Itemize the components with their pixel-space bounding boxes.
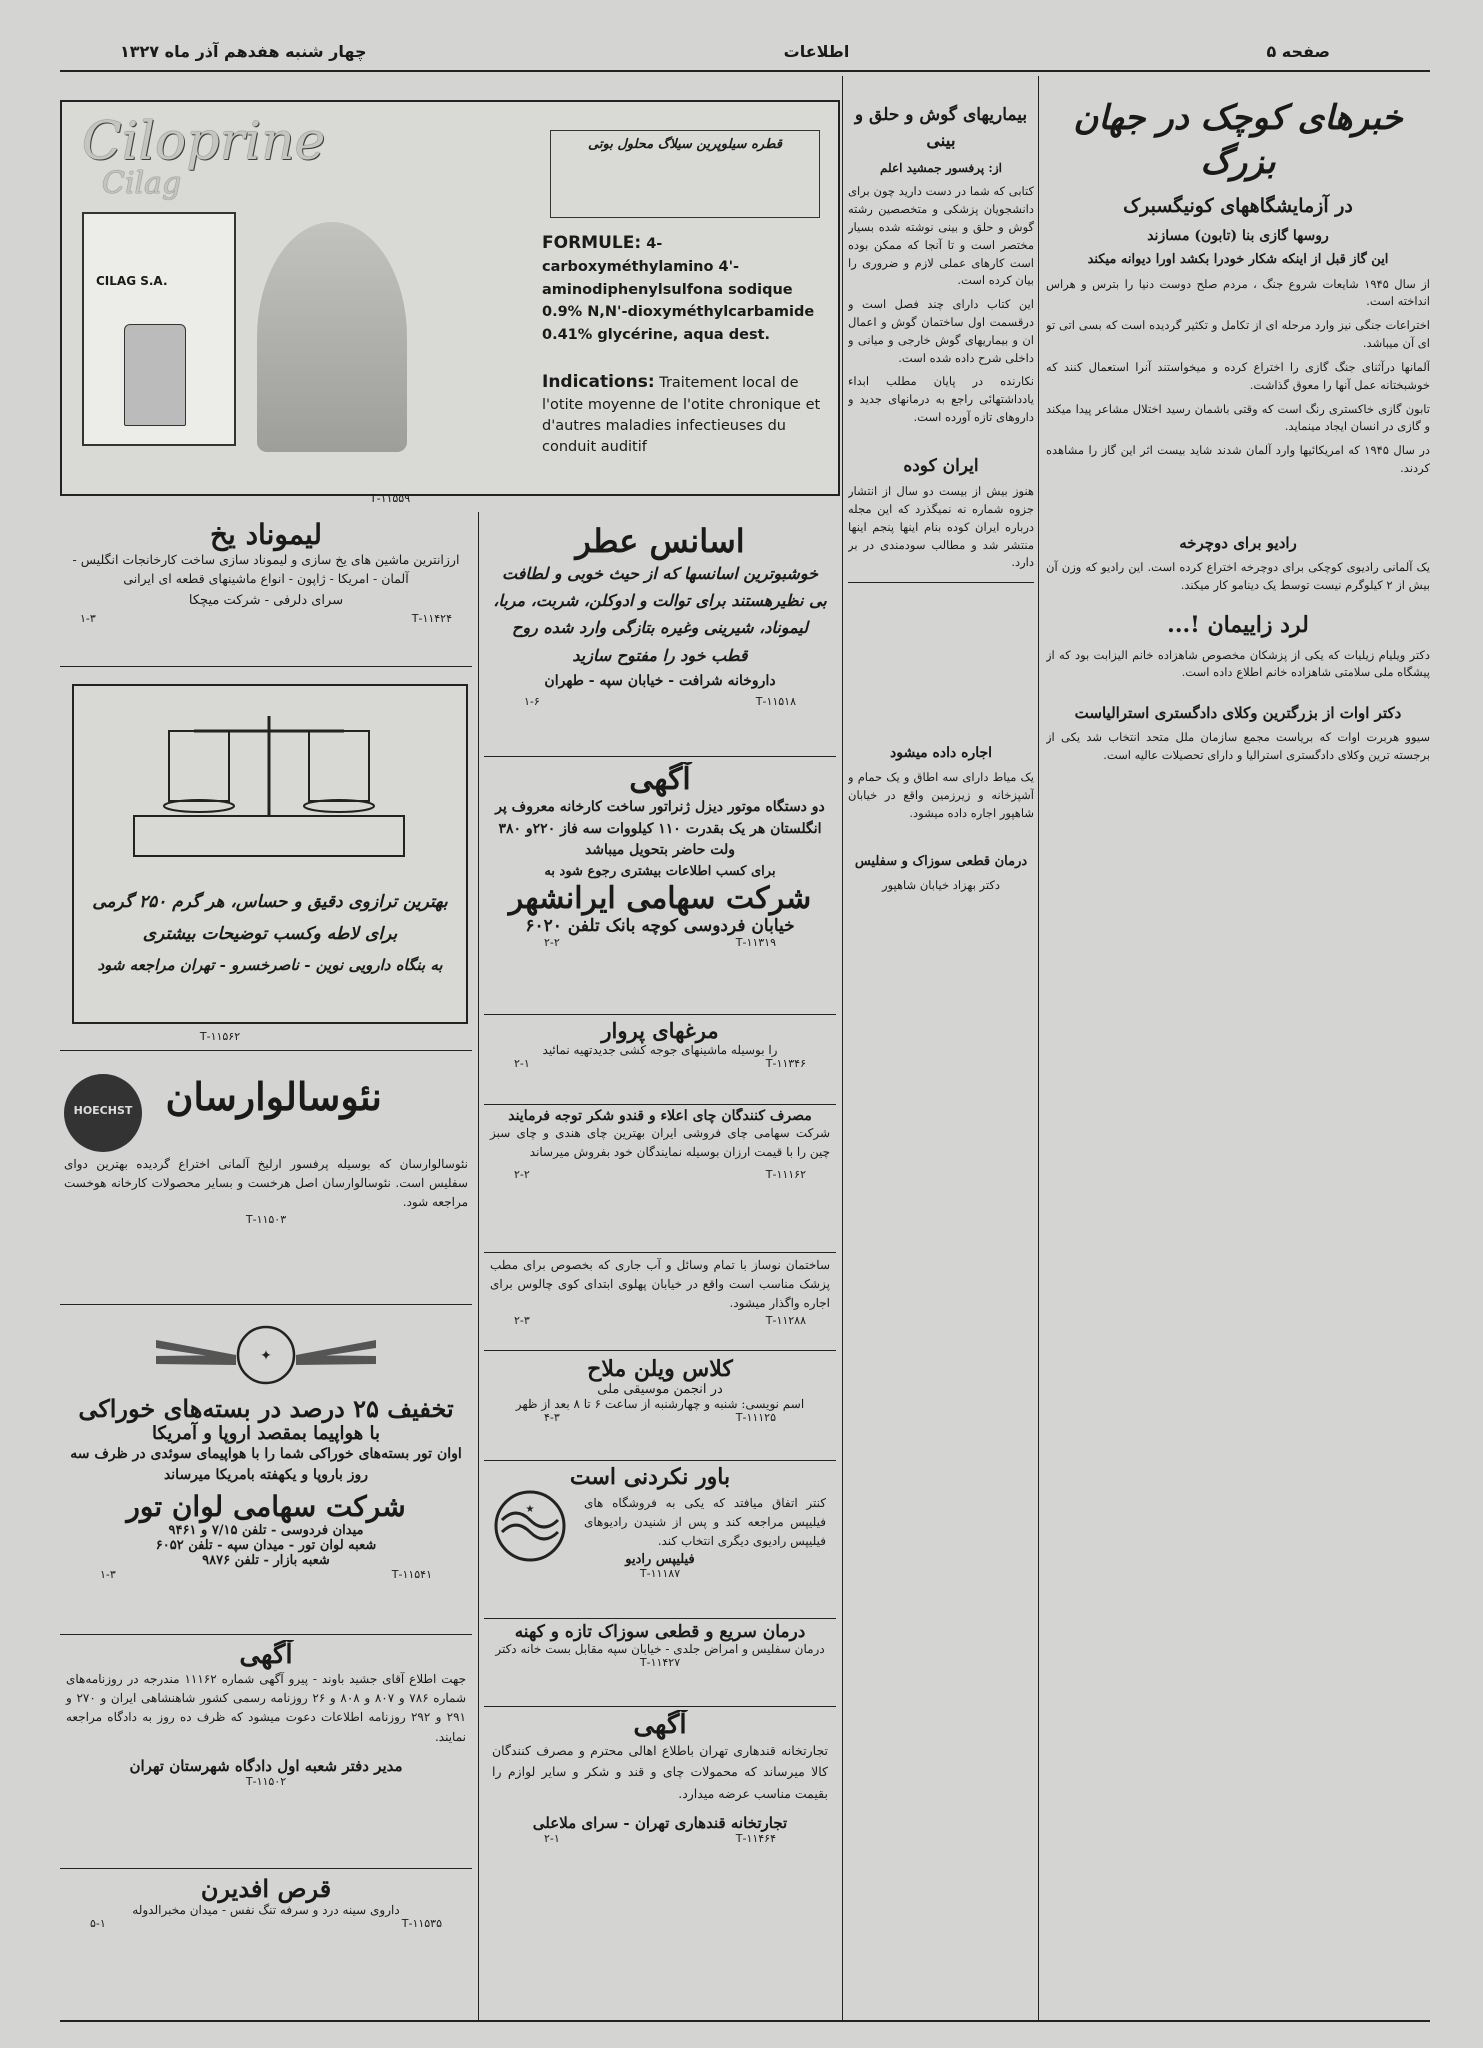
footer-rule xyxy=(60,2020,1430,2022)
lemonade-text: ارزانترین ماشین های یخ سازی و لیموناد سازی ساخت کارخانجات انگلیس - آلمان - امریکا - ژاپون - انواع ماشینهای قطعه ای ایرانی xyxy=(72,552,460,586)
news-paragraph: اختراعات جنگی نیز وارد مرحله ای از تکامل و تکثیر گردیده است که بسی اتی تو ای آن میباشد. xyxy=(1046,318,1430,351)
scale-icon xyxy=(74,686,466,876)
divider xyxy=(484,1350,836,1351)
tea-text: شرکت سهامی چای فروشی ایران بهترین چای هندی و چای سبز چین را با قیمت ارزان بوسیله نمایندگان خود بفروش میرساند xyxy=(490,1126,830,1160)
ad-code: ۱۱۴۲۴-T xyxy=(411,611,452,625)
scale-ad xyxy=(72,684,468,1024)
lavantour-ad xyxy=(60,1310,472,1630)
iran-kode-text: هنوز بیش از بیست دو سال از انتشار جزوه شماره نه نمیگذرد که این مجله درباره ایران کوده بنام اینها پنجم اینها منتشر شد و مطالب سودمندی در بر دارد. xyxy=(848,484,1034,570)
afdirin-title: قرص افدیرن xyxy=(200,1874,332,1903)
court-notice-ad xyxy=(60,1640,472,1864)
ad-code: ۱۱۵۳۵-T xyxy=(401,1917,442,1930)
winged-logo-icon xyxy=(136,1320,396,1390)
product-box-illustration xyxy=(82,212,236,446)
column-divider xyxy=(842,76,843,2021)
news-column xyxy=(1046,80,1430,2020)
ad-code: ۱۱۱۸۷-T xyxy=(639,1566,681,1580)
ad-code: ۱۱۴۶۴-T xyxy=(735,1831,776,1845)
divider xyxy=(484,756,836,757)
ad-run: ۱-۳ xyxy=(80,611,96,625)
ad-run: ۲-۱ xyxy=(514,1057,530,1070)
page-number: صفحه ۵ xyxy=(1266,41,1330,61)
company-label: CILAG S.A. xyxy=(96,274,168,288)
ad-code: ۱۱۵۶۲-T xyxy=(199,1030,241,1043)
australia-title: دکتر اوات از بزرگترین وکلای دادگستری استرالیاست xyxy=(1074,704,1402,723)
book-paragraph: کتابی که شما در دست دارید چون برای دانشجویان پزشکی و متخصصین رشته گوش و حلق و بینی نوشته شده بسیار مختصر است و تا آنجا که ممکن بوده است کارهای عملی لازم و ضروری را بیان کرده است. xyxy=(848,184,1034,288)
building-ad xyxy=(484,1256,836,1346)
ad-code: ۱۱۵۰۳-T xyxy=(245,1212,287,1226)
poultry-title: مرغهای پروار xyxy=(601,1018,719,1043)
formula-text: 4-carboxyméthylamino 4'-aminodiphenylsulfona sodique 0.9% N,N'-dioxyméthylcarbamide 0.41% glycérine, aqua dest. xyxy=(542,236,815,343)
divider xyxy=(484,1706,836,1707)
essence-text: خوشبوترین اسانسها که از حیث خوبی و لطافت بی نظیرهستند برای توالت و ادوکلن، شربت، مربا، لیموناد، شیرینی وغیره بتازگی وارد شده روح قطب خود را مفتوح سازید xyxy=(493,564,827,665)
ad-code: ۱۱۱۲۵-T xyxy=(735,1411,776,1424)
hoechst-text: نئوسالوارسان که بوسیله پرفسور ارلیخ آلمانی اختراع گردیده بهترین دوای سفلیس است. نئوسالوارسان اصل هرخست و بسایر محصولات کارخانه هوخست مراجعه شود. xyxy=(64,1157,468,1210)
divider xyxy=(60,1304,472,1305)
ad-code: ۱۱۵۴۱-T xyxy=(391,1568,432,1581)
lemonade-ad xyxy=(60,512,472,662)
philips-brand: فیلیپس رادیو xyxy=(625,1551,695,1567)
violin-class-ad xyxy=(484,1356,836,1456)
treatment-ad xyxy=(484,1622,836,1702)
philips-ad xyxy=(484,1464,836,1614)
column-divider xyxy=(1038,76,1039,2021)
ciloprine-ad xyxy=(60,100,840,496)
ad-code: ۱۱۵۰۲-T xyxy=(245,1774,287,1788)
generator-ad xyxy=(484,762,836,1012)
building-text: ساختمان نوساز با تمام وسائل و آب جاری که بخصوص برای مطب پزشک مناسب است واقع در خیابان پهلوی ابتدای کوی چالوس برای اجاره واگذار میشود. xyxy=(490,1258,830,1311)
scale-line1: بهترین ترازوی دقیق و حساس، هر گرم ۲۵۰ گرمی xyxy=(92,892,448,912)
violin-sub: در انجمن موسیقی ملی xyxy=(597,1382,723,1397)
treatment-ad-text: درمان سفلیس و امراض جلدی - خیابان سپه مقابل بست خانه دکتر xyxy=(495,1642,825,1656)
ad-run: ۱-۶ xyxy=(524,694,540,708)
news-paragraph: تابون گازی خاکستری رنگ است که وقتی باشمان رسید اختلال مشاعر پیدا میکند و گازی در انسان ایجاد مینماید. xyxy=(1046,401,1430,434)
ad-run: ۲-۱ xyxy=(544,1831,560,1845)
persian-caption: قطره سیلوپرین سیلاگ محلول بوتی xyxy=(550,130,820,218)
lord-title: لرد زاییمان !... xyxy=(1167,612,1309,639)
generator-address: خیابان فردوسی کوچه بانک تلفن ۶۰۲۰ xyxy=(525,916,795,937)
tea-title: مصرف کنندگان چای اعلاء و قندو شکر توجه فرمایند xyxy=(508,1108,812,1124)
generator-contact: برای کسب اطلاعات بیشتری رجوع شود به xyxy=(544,864,776,880)
merchant-sign: تجارتخانه قندهاری تهران - سرای ملاعلی xyxy=(532,1813,788,1832)
philips-logo-icon xyxy=(490,1486,570,1566)
hoechst-ad xyxy=(60,1060,472,1300)
news-subtitle: در آزمایشگاههای کونیگسبرک xyxy=(1123,195,1353,218)
ad-code: ۱۱۵۱۸-T xyxy=(755,694,796,708)
svg-text:✦: ✦ xyxy=(260,1348,272,1364)
woman-illustration xyxy=(257,222,407,452)
lavantour-company: شرکت سهامی لوان تور xyxy=(126,1490,406,1523)
news-lead: این گاز قبل از اینکه شکار خودرا بکشد اورا دیوانه میکند xyxy=(1087,251,1389,267)
ad-run: ۲-۲ xyxy=(514,1168,530,1182)
news-paragraph: آلمانها درآثنای جنگ گازی را اختراع کرده و میخواستند آنرا استعمال کنند که خوشبختانه عمل آنها را معوق گذاشت. xyxy=(1046,359,1430,392)
ad-code: ۱۱۵۵۹-T xyxy=(369,492,411,505)
indications-text: Traitement local de l'otite moyenne de l'otite chronique et d'autres maladies infectieuses du conduit auditif xyxy=(542,375,821,455)
ad-code: ۱۱۳۴۶-T xyxy=(765,1057,806,1070)
divider xyxy=(484,1014,836,1015)
radio-title: رادیو برای دوچرخه xyxy=(1179,533,1297,552)
newspaper-name: اطلاعات xyxy=(783,41,850,61)
tea-ad xyxy=(484,1108,836,1248)
divider xyxy=(60,1050,472,1051)
lavantour-address: میدان فردوسی - تلفن ۷/۱۵ و ۹۴۶۱ xyxy=(168,1523,364,1538)
news-heading: روسها گازی بنا (تابون) مسازند xyxy=(1147,227,1329,244)
lavantour-title: تخفیف ۲۵ درصد در بسته‌های خوراکی xyxy=(78,1394,454,1423)
ad-code: ۱۱۳۱۹-T xyxy=(735,936,776,950)
australia-text: سیوو هربرت اوات که بریاست مجمع سازمان ملل متحد انتخاب شد یکی از برجسته ترین وکلای دادگستری استرالیا و دارای تحصیلات عالیه است. xyxy=(1046,730,1430,763)
bottle-icon xyxy=(124,324,186,426)
generator-text: دو دستگاه موتور دیزل ژنراتور ساخت کارخانه معروف پر انگلستان هر یک بقدرت ۱۱۰ کیلووات سه فاز ۲۲۰و ۳۸۰ ولت حاضر بتحویل میباشد xyxy=(495,799,825,859)
news-title: خبرهای کوچک در جهان بزرگ xyxy=(1073,98,1403,183)
philips-text: کنتر اتفاق میافتد که یکی به فروشگاه های فیلیپس مراجعه کند و پس از شنیدن رادیوهای فیلیپس رادیوی دیگری انتخاب کند. xyxy=(584,1496,826,1549)
lemonade-title: لیموناد یخ xyxy=(209,518,323,551)
page-header xyxy=(120,36,1330,66)
merchant-title: آگهی xyxy=(633,1710,687,1740)
lavantour-text: اوان تور بسته‌های خوراکی شما را با هواپیمای سوئدی در ظرف سه روز باروپا و یکهفته بامریکا میرساند xyxy=(70,1446,462,1483)
lavantour-address: شعبه لوان تور - میدان سپه - تلفن ۶۰۵۲ xyxy=(155,1538,377,1553)
indications-block xyxy=(542,370,832,458)
divider xyxy=(484,1104,836,1105)
scale-line3: به بنگاه دارویی نوین - ناصرخسرو - تهران مراجعه شود xyxy=(97,955,443,974)
divider xyxy=(60,1634,472,1635)
divider xyxy=(848,582,1034,583)
philips-title: باور نکردنی است xyxy=(569,1464,731,1490)
violin-title: کلاس ویلن ملاح xyxy=(587,1356,733,1382)
formula-label: FORMULE: xyxy=(542,233,642,253)
lord-text: دکتر ویلیام زیلیات که یکی از پزشکان مخصوص شاهزاده خانم الیزابت بود که از پیشگاه ملی سلامتی شاهزاده خانم اطلاع داده است. xyxy=(1046,647,1430,680)
court-notice-text: جهت اطلاع آقای جشید باوند - پیرو آگهی شماره ۱۱۱۶۲ مندرجه در روزنامه‌های شماره ۷۸۶ و ۸۰۷ و ۸۰۸ و ۲۶ روزنامه رسمی کشور شاهنشاهی ایران و ۲۷۰ و ۲۹۱ و ۲۹۲ روزنامه اطلاعات دعوت میشود که ظرف ده روز به دادگاه مراجعه نمایند. xyxy=(66,1672,467,1744)
lavantour-address: شعبه بازار - تلفن ۹۸۷۶ xyxy=(202,1553,330,1568)
essence-title: اسانس عطر xyxy=(575,522,745,560)
rent-title: اجاره داده میشود xyxy=(889,745,993,762)
rent-text: یک میاط دارای سه اطاق و یک حمام و آشپزخانه و زیرزمین واقع در خیابان شاهپور اجاره داده میشود. xyxy=(848,769,1034,820)
treatment-text: دکتر بهزاد خیابان شاهپور xyxy=(882,877,1000,892)
formula-block xyxy=(542,230,832,346)
afdirin-text: داروی سینه درد و سرفه تنگ نفس - میدان مخبرالدوله xyxy=(132,1903,400,1917)
generator-title: آگهی xyxy=(629,762,691,797)
iran-kode-title: ایران کوده xyxy=(903,455,979,476)
divider xyxy=(60,1868,472,1869)
issue-date: چهار شنبه هفدهم آذر ماه ۱۳۲۷ xyxy=(120,41,367,61)
poultry-text: را بوسیله ماشینهای جوجه کشی جدیدتهیه نمائید xyxy=(542,1043,778,1057)
scale-line2: برای لاطه وکسب توضیحات بیشتری xyxy=(142,924,398,945)
divider xyxy=(484,1460,836,1461)
hoechst-brand: HOECHST xyxy=(73,1104,133,1117)
header-rule xyxy=(60,70,1430,72)
ad-run: ۲-۲ xyxy=(544,936,560,950)
svg-text:★: ★ xyxy=(525,1504,535,1515)
ad-run: ۲-۳ xyxy=(514,1313,530,1327)
book-title: بیماریهای گوش و حلق و بینی xyxy=(854,105,1028,152)
lavantour-sub: با هواپیما بمقصد اروپا و آمریکا xyxy=(151,1423,381,1444)
court-notice-title: آگهی xyxy=(239,1640,293,1670)
news-paragraph: از سال ۱۹۴۵ شایعات شروع جنگ ، مردم صلح دوست دنیا را بترس و هراس انداخته است. xyxy=(1046,276,1430,309)
essence-address: داروخانه شرافت - خیابان سپه - طهران xyxy=(544,672,776,689)
court-notice-sign: مدیر دفتر شعبه اول دادگاه شهرستان تهران xyxy=(129,1756,403,1775)
book-author: از: پرفسور جمشید اعلم xyxy=(880,160,1002,175)
brand-sub: Cilag xyxy=(102,166,182,201)
lemonade-contact: سرای دلرفی - شرکت میچکا xyxy=(188,592,344,608)
poultry-ad xyxy=(484,1018,836,1098)
news-paragraph: در سال ۱۹۴۵ که امریکائیها وارد آلمان شدند شاید بیست اثر این گاز را مشاهده کردند. xyxy=(1046,443,1430,475)
ad-code: ۱۱۱۶۲-T xyxy=(765,1168,806,1182)
book-paragraph: این کتاب دارای چند فصل است و درقسمت اول ساختمان گوش و اعمال ان و بیماریهای گوش خارجی و میانی و داخلی شرح داده شده است. xyxy=(848,297,1034,365)
treatment-title: درمان قطعی سوزاک و سفلیس xyxy=(854,854,1028,870)
indications-label: Indications: xyxy=(542,372,655,392)
violin-text: اسم نویسی: شنبه و چهارشنبه از ساعت ۶ تا ۸ بعد از ظهر xyxy=(515,1397,805,1411)
divider xyxy=(484,1618,836,1619)
ad-code: ۱۱۴۲۷-T xyxy=(639,1656,681,1669)
treatment-ad-title: درمان سریع و قطعی سوزاک تازه و کهنه xyxy=(514,1622,806,1642)
divider xyxy=(60,666,472,667)
column-divider xyxy=(478,512,479,2021)
merchant-ad xyxy=(484,1710,836,2020)
essence-ad xyxy=(484,512,836,752)
merchant-text: تجارتخانه قندهاری تهران باطلاع اهالی محترم و مصرف کنندگان کالا میرساند که محمولات چای و قند و شکر و سایر لوازم را بقیمت مناسب عرضه میدارد. xyxy=(492,1743,828,1801)
book-paragraph: نکارنده در پایان مطلب ابداء یادداشتهائی راجع به درمانهای جدید و داروهای تازه آورده است. xyxy=(848,374,1034,425)
hoechst-title: نئوسالوارسان xyxy=(165,1074,382,1119)
ad-run: ۴-۳ xyxy=(544,1411,560,1424)
afdirin-ad xyxy=(60,1874,472,2014)
hoechst-logo-icon xyxy=(64,1074,142,1152)
ad-run: ۱-۳ xyxy=(100,1568,116,1581)
ad-run: ۵-۱ xyxy=(90,1917,106,1930)
radio-text: یک آلمانی رادیوی کوچکی برای دوچرخه اختراع کرده است. این رادیو که وزن آن بیش از ۲ کیلوگرم نیست توسط یک دینامو کار میکند. xyxy=(1046,559,1430,592)
ad-code: ۱۱۲۸۸-T xyxy=(765,1313,806,1327)
book-column xyxy=(848,80,1034,2020)
generator-company: شرکت سهامی ایرانشهر xyxy=(508,881,812,917)
brand-name: Ciloprine xyxy=(82,112,326,172)
divider xyxy=(484,1252,836,1253)
